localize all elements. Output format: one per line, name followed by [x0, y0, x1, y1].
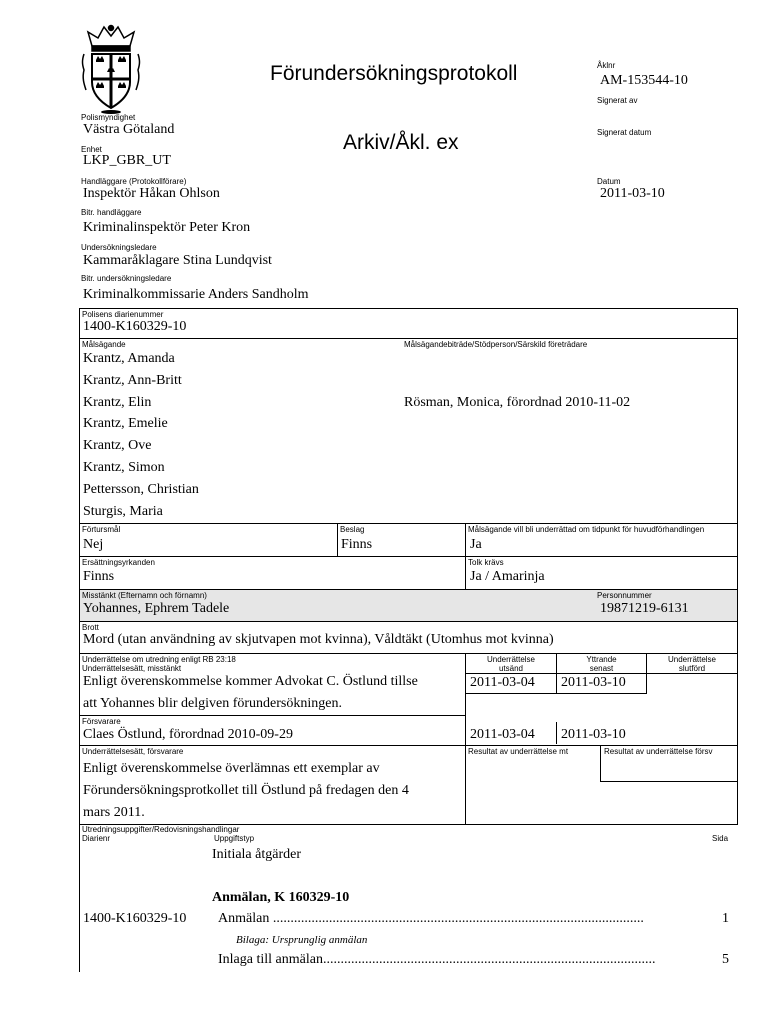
anmalan-heading: Anmälan, K 160329-10 — [212, 890, 350, 905]
personnummer-value: 19871219-6131 — [600, 601, 689, 616]
tolk-label: Tolk krävs — [468, 558, 504, 567]
misstankt-label: Misstänkt (Efternamn och förnamn) — [82, 591, 207, 600]
swedish-crest-logo — [78, 24, 144, 114]
forsvarare-utsand-date: 2011-03-04 — [470, 727, 535, 742]
datum-value: 2011-03-10 — [600, 186, 665, 201]
malsagande-item: Krantz, Amanda — [83, 351, 175, 366]
col-utsand-header: Underrättelse — [486, 655, 536, 664]
undersokningsledare-value: Kammaråklagare Stina Lundqvist — [83, 253, 272, 268]
malsagande-item: Sturgis, Maria — [83, 504, 163, 519]
forsvarare-label: Försvarare — [82, 717, 121, 726]
aklnr-value: AM-153544-10 — [600, 73, 688, 88]
handlaggare-label: Handläggare (Protokollförare) — [81, 177, 187, 186]
forsvarare-text-line3: mars 2011. — [83, 805, 145, 820]
suspect-utsand-date: 2011-03-04 — [470, 675, 535, 690]
bitr-undersokningsledare-value: Kriminalkommissarie Anders Sandholm — [83, 287, 309, 302]
suspect-text-line2: att Yohannes blir delgiven förundersökningen. — [83, 696, 342, 711]
diarienummer-value: 1400-K160329-10 — [83, 319, 187, 334]
underrattad-value: Ja — [470, 537, 482, 552]
suspect-text-line1: Enligt överenskommelse kommer Advokat C. Östlund tillse — [83, 674, 418, 689]
enhet-value: LKP_GBR_UT — [83, 153, 171, 168]
col-yttrande-header-2: senast — [589, 664, 614, 673]
undersokningsledare-label: Undersökningsledare — [81, 243, 157, 252]
rb-label: Underrättelse om utredning enligt RB 23:18 — [82, 655, 236, 664]
forsvarare-text-line1: Enligt överenskommelse överlämnas ett exemplar av — [83, 761, 380, 776]
datum-label: Datum — [597, 177, 621, 186]
tolk-value: Ja / Amarinja — [470, 569, 545, 584]
resultat-mt-label: Resultat av underrättelse mt — [468, 747, 569, 756]
polismyndighet-value: Västra Götaland — [83, 122, 175, 137]
col-uppgiftstyp-header: Uppgiftstyp — [214, 834, 255, 843]
signerat-av-label: Signerat av — [597, 96, 638, 105]
underrattelsesatt-forsvarare-label: Underrättelsesätt, försvarare — [82, 747, 184, 756]
beslag-value: Finns — [341, 537, 373, 552]
malsagande-item: Krantz, Elin — [83, 395, 152, 410]
underrattelsesatt-misstankt-label: Underrättelsesätt, misstänkt — [82, 664, 182, 673]
col-sida-header: Sida — [712, 834, 729, 843]
index-row-diarienr: 1400-K160329-10 — [83, 911, 187, 926]
index-row-page: 5 — [722, 952, 729, 967]
beslag-label: Beslag — [340, 525, 365, 534]
personnummer-label: Personnummer — [597, 591, 652, 600]
malsagande-item: Pettersson, Christian — [83, 482, 199, 497]
col-diarienr-header: Diarienr — [82, 834, 111, 843]
forsvarare-value: Claes Östlund, förordnad 2010-09-29 — [83, 727, 293, 742]
ersattning-value: Finns — [83, 569, 115, 584]
bitrade-value: Rösman, Monica, förordnad 2010-11-02 — [404, 395, 631, 410]
index-row-page: 1 — [722, 911, 729, 926]
brott-value: Mord (utan användning av skjutvapen mot kvinna), Våldtäkt (Utomhus mot kvinna) — [83, 632, 554, 647]
diarienummer-label: Polisens diarienummer — [82, 310, 164, 319]
col-utsand-header-2: utsänd — [498, 664, 524, 673]
bilaga-note: Bilaga: Ursprunglig anmälan — [236, 934, 368, 946]
bitr-handlaggare-value: Kriminalinspektör Peter Kron — [83, 220, 251, 235]
malsagande-label: Målsägande — [82, 340, 126, 349]
forsvarare-yttrande-date: 2011-03-10 — [561, 727, 626, 742]
bitr-undersokningsledare-label: Bitr. undersökningsledare — [81, 274, 172, 283]
enhet-label: Enhet — [81, 145, 102, 154]
forturs-value: Nej — [83, 537, 104, 552]
col-yttrande-header: Yttrande — [586, 655, 617, 664]
bitrade-label: Målsägandebiträde/Stödperson/Särskild företrädare — [404, 340, 588, 349]
signerat-datum-label: Signerat datum — [597, 128, 652, 137]
index-section-label: Utredningsuppgifter/Redovisningshandlingar — [82, 825, 240, 834]
forsvarare-text-line2: Förundersökningsprotkollet till Östlund på fredagen den 4 — [83, 783, 409, 798]
forturs-label: Förtursmål — [82, 525, 121, 534]
bitr-handlaggare-label: Bitr. handläggare — [81, 208, 142, 217]
malsagande-item: Krantz, Simon — [83, 460, 165, 475]
document-subtitle: Arkiv/Åkl. ex — [343, 131, 459, 154]
index-row-anmalan: Anmälan .......................................................................................................... — [218, 911, 644, 926]
initiala-heading: Initiala åtgärder — [212, 847, 302, 862]
polismyndighet-label: Polismyndighet — [81, 113, 136, 122]
underrattad-label: Målsägande vill bli underrättad om tidpunkt för huvudförhandlingen — [468, 525, 705, 534]
col-slutford-header-2: slutförd — [678, 664, 706, 673]
ersattning-label: Ersättningsyrkanden — [82, 558, 155, 567]
col-slutford-header: Underrättelse — [667, 655, 717, 664]
malsagande-item: Krantz, Emelie — [83, 416, 168, 431]
misstankt-value: Yohannes, Ephrem Tadele — [83, 601, 230, 616]
suspect-yttrande-date: 2011-03-10 — [561, 675, 626, 690]
aklnr-label: Åklnr — [597, 61, 616, 70]
malsagande-item: Krantz, Ove — [83, 438, 152, 453]
handlaggare-value: Inspektör Håkan Ohlson — [83, 186, 220, 201]
brott-label: Brott — [82, 623, 99, 632]
document-title: Förundersökningsprotokoll — [270, 62, 518, 85]
resultat-forsv-label: Resultat av underrättelse försv — [604, 747, 713, 756]
index-row-inlaga: Inlaga till anmälan............................................................................................... — [218, 952, 656, 967]
malsagande-item: Krantz, Ann-Britt — [83, 373, 182, 388]
